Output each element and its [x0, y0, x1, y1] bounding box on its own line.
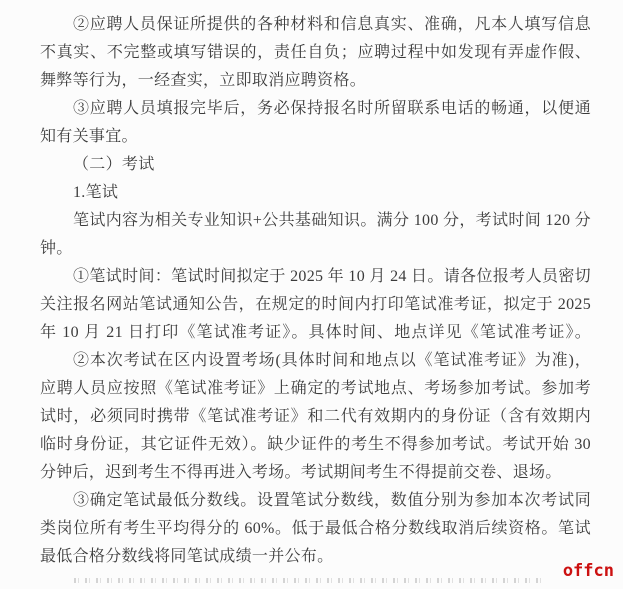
- text-line: 钟。: [40, 240, 73, 257]
- text-line: ②应聘人员保证所提供的各种材料和信息真实、准确，凡本人填写信息: [73, 16, 591, 33]
- text-line: 关注报名网站笔试通知公告，在规定的时间内打印笔试准考证，拟定于 2025: [40, 296, 591, 313]
- text-line: 类岗位所有考生平均得分的 60%。低于最低合格分数线取消后续资格。笔试: [40, 520, 591, 537]
- text-line: ①笔试时间：笔试时间拟定于 2025 年 10 月 24 日。请各位报考人员密切: [73, 268, 591, 285]
- text-line: ③确定笔试最低分数线。设置笔试分数线，数值分别为参加本次考试同: [73, 492, 591, 509]
- clipped-text-sliver: [74, 578, 542, 583]
- text-line: 最低合格分数线将同笔试成绩一并公布。: [40, 548, 334, 565]
- text-line: 应聘人员应按照《笔试准考证》上确定的考试地点、考场参加考试。参加考: [40, 380, 591, 397]
- text-line: 分钟后，迟到考生不得再进入考场。考试期间考生不得提前交卷、退场。: [40, 464, 562, 481]
- document-page: [40, 11, 591, 571]
- text-line: 不真实、不完整或填写错误的，责任自负；应聘过程中如发现有弄虚作假、: [40, 44, 591, 61]
- text-line: 舞弊等行为，一经查实，立即取消应聘资格。: [40, 72, 367, 89]
- text-line: 试时，必须同时携带《笔试准考证》和二代有效期内的身份证（含有效期内: [40, 408, 591, 425]
- text-line: （二）考试: [73, 156, 155, 173]
- text-line: 知有关事宜。: [40, 128, 138, 145]
- text-line: 临时身份证，其它证件无效）。缺少证件的考生不得参加考试。考试开始 30: [40, 436, 591, 453]
- text-line: 年 10 月 21 日打印《笔试准考证》。具体时间、地点详见《笔试准考证》。: [40, 324, 591, 341]
- offcn-watermark-logo: offcn: [562, 561, 614, 581]
- text-line: ②本次考试在区内设置考场(具体时间和地点以《笔试准考证》为准)，: [73, 352, 591, 369]
- text-line: 笔试内容为相关专业知识+公共基础知识。满分 100 分，考试时间 120 分: [73, 212, 591, 229]
- text-line: 1.笔试: [73, 184, 119, 201]
- text-line: ③应聘人员填报完毕后，务必保持报名时所留联系电话的畅通，以便通: [73, 100, 591, 117]
